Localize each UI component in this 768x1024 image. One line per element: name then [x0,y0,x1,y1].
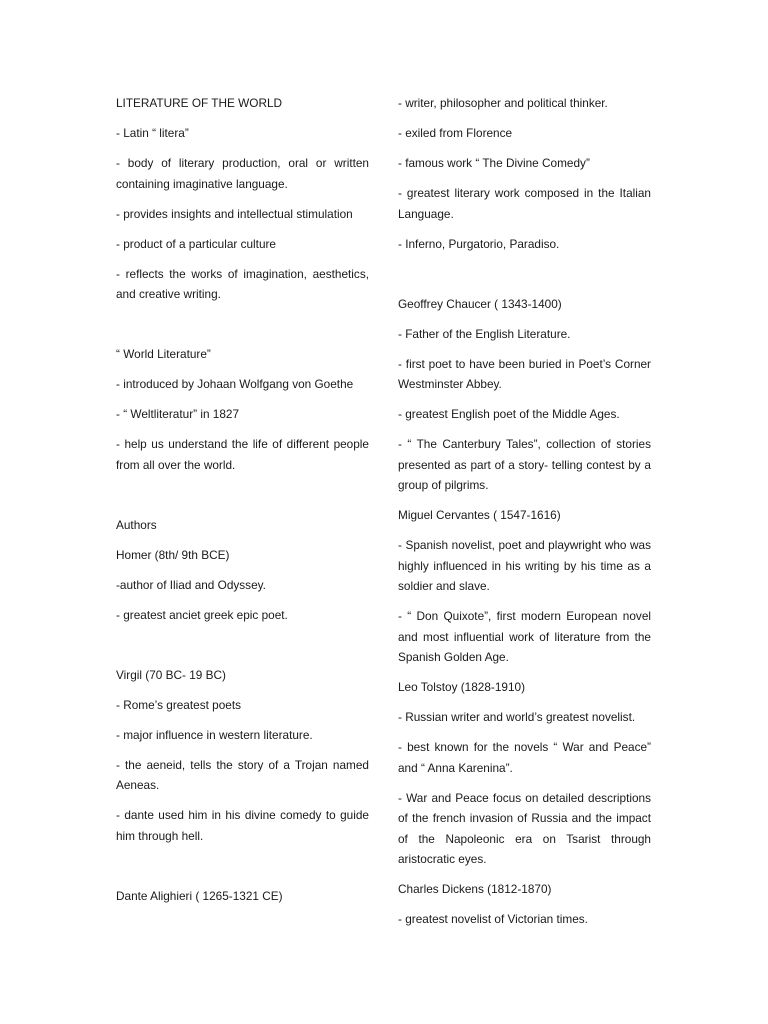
paragraph: - first poet to have been buried in Poet’s Corner Westminster Abbey. [398,356,651,391]
paragraph: - greatest novelist of Victorian times. [398,912,588,926]
paragraph: - exiled from Florence [398,126,513,140]
paragraph: - help us understand the life of different people from all over the world. [116,437,369,472]
spacer [398,264,651,294]
spacer [116,314,369,344]
author-heading: Miguel Cervantes ( 1547-1616) [398,508,561,522]
paragraph: - “ Weltliteratur” in 1827 [116,407,240,421]
paragraph: - body of literary production, oral or written containing imaginative language. [116,156,369,191]
paragraph: - product of a particular culture [116,236,276,251]
paragraph: - Inferno, Purgatorio, Paradiso. [398,236,560,251]
paragraph: - Russian writer and world’s greatest novelist. [398,710,636,724]
right-column [398,93,651,939]
author-heading: Homer (8th/ 9th BCE) [116,547,230,562]
paragraph: - dante used him in his divine comedy to guide him through hell. [116,808,369,843]
spacer [116,485,369,515]
paragraph: - Spanish novelist, poet and playwright who was highly influenced in his writing by his time as a soldier and slave. [398,538,651,593]
paragraph: - greatest anciet greek epic poet. [116,607,288,622]
paragraph: - “ Don Quixote”, first modern European novel and most influential work of literature from the Spanish Golden Age. [398,609,651,664]
title: LITERATURE OF THE WORLD [116,96,283,110]
spacer [116,635,369,665]
paragraph: - greatest English poet of the Middle Ages. [398,407,620,421]
paragraph: - writer, philosopher and political thinker. [398,96,608,110]
paragraph: - famous work “ The Divine Comedy” [398,156,590,170]
paragraph: - “ The Canterbury Tales”, collection of stories presented as part of a story- telling contest by a group of pilgrims. [398,437,651,492]
spacer [116,856,369,886]
paragraph: - greatest literary work composed in the Italian Language. [398,186,651,221]
paragraph: - introduced by Johaan Wolfgang von Goethe [116,377,354,391]
section-heading: “ World Literature” [116,347,211,361]
author-heading: Dante Alighieri ( 1265-1321 CE) [116,888,283,903]
paragraph: - Father of the English Literature. [398,326,571,341]
paragraph: - reflects the works of imagination, aesthetics, and creative writing. [116,266,369,301]
paragraph: - Latin “ litera” [116,126,189,140]
paragraph: -author of Iliad and Odyssey. [116,577,266,592]
paragraph: - the aeneid, tells the story of a Trojan named Aeneas. [116,757,369,792]
paragraph: - Rome’s greatest poets [116,697,242,712]
section-heading: Authors [116,517,157,532]
paragraph: - best known for the novels “ War and Peace” and “ Anna Karenina”. [398,740,651,775]
left-column [116,93,369,916]
author-heading: Charles Dickens (1812-1870) [398,882,552,896]
paragraph: - major influence in western literature. [116,727,313,742]
author-heading: Virgil (70 BC- 19 BC) [116,667,226,682]
author-heading: Leo Tolstoy (1828-1910) [398,680,526,694]
author-heading: Geoffrey Chaucer ( 1343-1400) [398,296,562,311]
paragraph: - provides insights and intellectual stimulation [116,206,353,221]
paragraph: - War and Peace focus on detailed descriptions of the french invasion of Russia and the impact of the Napoleonic era on Tsarist through aristocratic eyes. [398,790,651,866]
